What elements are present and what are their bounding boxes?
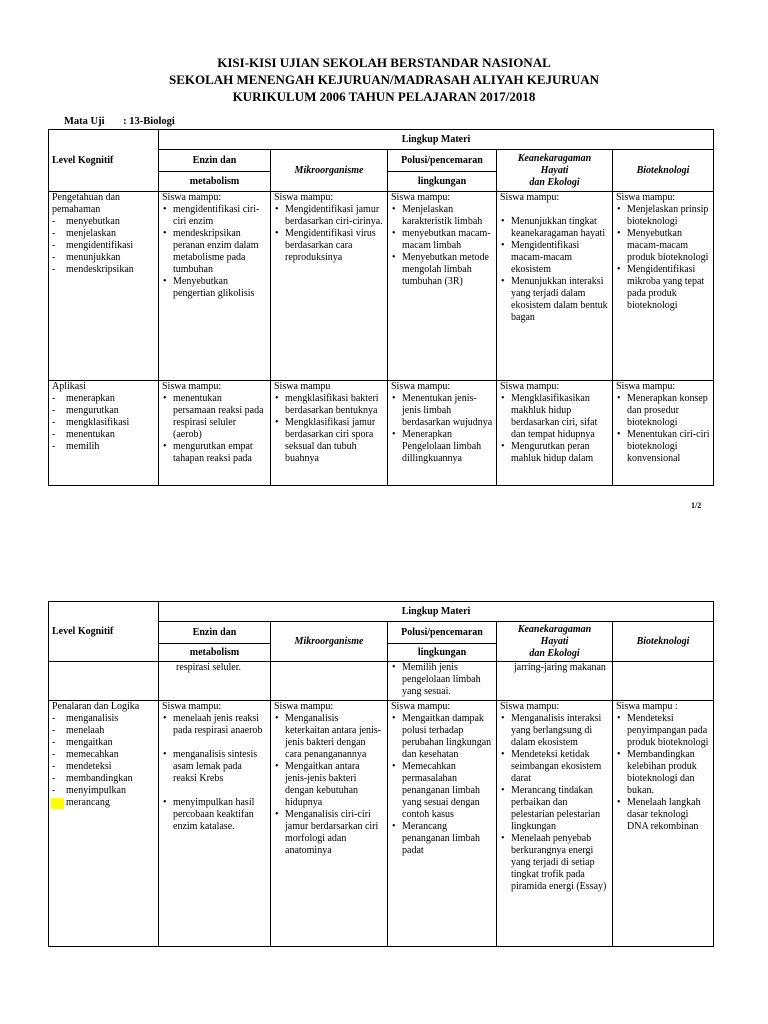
polusi-header-2: lingkungan <box>388 644 497 662</box>
polusi-cell: Siswa mampu: • Menjelaskan karakteristik limbah • menyebutkan macam-macam limbah • Menyebutkan metode mengolah limbah tumbuhan (3R) <box>388 192 497 381</box>
biotek-cell: Siswa mampu: • Menjelaskan prinsip bioteknologi • Menyebutkan macam-macam produk bioteknologi • Mengidentifikasi mikroba yang tepat pada produk bioteknologi <box>613 192 714 381</box>
mikro-cell: Siswa mampu: • Menganalisis keterkaitan antara jenis-jenis bakteri dengan cara penanganannya • Mengaitkan antara jenis-jenis bakteri dengan kebutuhan hidupnya • Menganalisis ciri-ciri jamur berdarsarkan ciri morfologi adan anatominya <box>271 701 388 947</box>
enzim-cell: Siswa mampu: • menelaah jenis reaksi pada respirasi anaerob • menganalisis sintesis asam lemak pada reaksi Krebs • menyimpulkan hasil percobaan keaktifan enzim katalase. <box>159 701 271 947</box>
list-item: • Menelaah penyebab berkurangnya energi yang terjadi di setiap tingkat trofik pada piramida energi (Essay) <box>500 833 609 893</box>
list-item: • Menjelaskan prinsip bioteknologi <box>616 204 710 228</box>
level-kognitif-header: Level Kognitif <box>49 130 159 192</box>
list-item: • Mengidentifikasi mikroba yang tepat pada produk bioteknologi <box>616 264 710 312</box>
biotek-cell: Siswa mampu: • Menerapkan konsep dan prosedur bioteknologi • Menentukan ciri-ciri bioteknologi konvensional <box>613 381 714 486</box>
mikro-header: Mikroorganisme <box>271 150 388 192</box>
list-item: • Mengklasifikasikan makhluk hidup berdasarkan ciri, sifat dan tempat hidupnya <box>500 393 609 441</box>
doc-title-line-2: SEKOLAH MENENGAH KEJURUAN/MADRASAH ALIYAH KEJURUAN <box>168 72 599 87</box>
polusi-cont-cell <box>388 662 497 701</box>
keane-cell: Siswa mampu: • Mengklasifikasikan makhluk hidup berdasarkan ciri, sifat dan tempat hidupnya • Mengurutkan peran mahluk hidup dalam <box>497 381 613 486</box>
list-item: - menyebutkan <box>52 216 155 228</box>
enzim-cont-cell: respirasi seluler. <box>159 662 271 701</box>
list-item: • Menentukan jenis-jenis limbah berdasarkan wujudnya <box>391 393 493 429</box>
list-item: - mendeskripsikan <box>52 264 155 276</box>
list-item: • menyebutkan macam-macam limbah <box>391 228 493 252</box>
polusi-cell: Siswa mampu: • Mengaitkan dampak polusi terhadap perubahan lingkungan dan kesehatan • Memecahkan permasalahan penanganan limbah yang sesuai dengan contoh kasus • Merancang penanganan limbah padat <box>388 701 497 947</box>
list-item: • Menjelaskan karakteristik limbah <box>391 204 493 228</box>
list-item: • Menunjukkan tingkat keanekaragaman hayati <box>500 216 609 240</box>
list-item: • menyimpulkan hasil percobaan keaktifan enzim katalase. <box>162 797 267 833</box>
list-item: - mendeteksi <box>52 761 155 773</box>
lingkup-materi-header: Lingkup Materi <box>159 602 714 622</box>
list-item: - menyimpulkan <box>52 785 155 797</box>
list-item: • Merancang penanganan limbah padat <box>391 821 493 857</box>
list-item: • Menganalisis keterkaitan antara jenis-jenis bakteri dengan cara penanganannya <box>274 713 384 761</box>
list-item: • Menganalisis ciri-ciri jamur berdarsarkan ciri morfologi adan anatominya <box>274 809 384 857</box>
mikro-header: Mikroorganisme <box>271 622 388 662</box>
kisi-table-page-1 <box>48 129 714 486</box>
list-item: - menerapkan <box>52 393 155 405</box>
list-item: • Menunjukkan interaksi yang terjadi dalam ekosistem dalam bentuk bagan <box>500 276 609 324</box>
list-item: • Menerapkan konsep dan prosedur bioteknologi <box>616 393 710 429</box>
keane-cont-cell: jarring-jaring makanan <box>497 662 613 701</box>
enzim-cell: Siswa mampu: • mengidentifikasi ciri-ciri enzim • mendeskripsikan peranan enzim dalam metabolisme pada tumbuhan • Menyebutkan pengertian glikolisis <box>159 192 271 381</box>
list-item: - mengaitkan <box>52 737 155 749</box>
list-item: - mengidentifikasi <box>52 240 155 252</box>
biotek-header: Bioteknologi <box>613 622 714 662</box>
list-item: - menganalisis <box>52 713 155 725</box>
list-item: • Mengaitkan dampak polusi terhadap perubahan lingkungan dan kesehatan <box>391 713 493 761</box>
list-item: • Merancang tindakan perbaikan dan pelestarian pelestarian lingkungan <box>500 785 609 833</box>
list-item: • Menganalisis interaksi yang berlangsung di dalam ekosistem <box>500 713 609 749</box>
list-item: • Menyebutkan pengertian glikolisis <box>162 276 267 300</box>
list-item: • mengklasifikasi bakteri berdasarkan bentuknya <box>274 393 384 417</box>
list-item: • Mengidentifikasi macam-macam ekosistem <box>500 240 609 276</box>
level-cell: Penalaran dan Logika - menganalisis - menelaah - mengaitkan - memecahkan - mendeteksi - membandingkan - menyimpulkan - merancang <box>49 701 159 947</box>
list-item: • Mengklasifikasi jamur berdasarkan ciri spora seksual dan tubuh buahnya <box>274 417 384 465</box>
polusi-header-1: Polusi/pencemaran <box>388 622 497 644</box>
list-item: - menelaah <box>52 725 155 737</box>
list-item: - menunjukkan <box>52 252 155 264</box>
list-item: • mendeskripsikan peranan enzim dalam metabolisme pada tumbuhan <box>162 228 267 276</box>
list-item: • menentukan persamaan reaksi pada respirasi seluler (aerob) <box>162 393 267 441</box>
list-item: • Memecahkan permasalahan penanganan limbah yang sesuai dengan contoh kasus <box>391 761 493 821</box>
enzim-header-1: Enzin dan <box>159 150 271 172</box>
list-item-highlighted: - merancang <box>52 797 155 809</box>
list-item: • Menyebutkan macam-macam produk bioteknologi <box>616 228 710 264</box>
polusi-header-1: Polusi/pencemaran <box>388 150 497 172</box>
list-item: - menentukan <box>52 429 155 441</box>
list-item: • menelaah jenis reaksi pada respirasi anaerob <box>162 713 267 737</box>
mikro-cell: Siswa mampu • mengklasifikasi bakteri berdasarkan bentuknya • Mengklasifikasi jamur berdasarkan ciri spora seksual dan tubuh buahnya <box>271 381 388 486</box>
list-item: • Mengurutkan peran mahluk hidup dalam <box>500 441 609 465</box>
kisi-table-page-2 <box>48 601 714 947</box>
level-kognitif-header: Level Kognitif <box>49 602 159 662</box>
mata-uji <box>64 116 191 127</box>
list-item: • Menelaah langkah dasar teknologi DNA rekombinan <box>616 797 710 833</box>
keane-cell: Siswa mampu: • Menunjukkan tingkat keanekaragaman hayati • Mengidentifikasi macam-macam ekosistem • Menunjukkan interaksi yang terjadi dalam ekosistem dalam bentuk bagan <box>497 192 613 381</box>
list-item: • Menerapkan Pengelolaan limbah dillingkuannya <box>391 429 493 465</box>
list-item: - membandingkan <box>52 773 155 785</box>
table-row <box>49 381 714 486</box>
mata-uji-value: : 13-Biologi <box>123 116 175 127</box>
list-item: • menganalisis sintesis asam lemak pada reaksi Krebs <box>162 749 267 785</box>
table-row <box>49 701 714 947</box>
level-cell: Pengetahuan dan pemahaman - menyebutkan - menjelaskan - mengidentifikasi - menunjukkan - mendeskripsikan <box>49 192 159 381</box>
table-row <box>49 192 714 381</box>
enzim-header-2: metabolism <box>159 644 271 662</box>
mata-uji-label: Mata Uji <box>64 116 105 127</box>
keane-cell: Siswa mampu: • Menganalisis interaksi yang berlangsung di dalam ekosistem • Mendeteksi ketidak seimbangan ekosistem darat • Merancang tindakan perbaikan dan pelestarian pelestarian lingkungan • Menelaah penyebab berkurangnya energi yang terjadi di setiap tingkat trofik pada piramida energi (Essay) <box>497 701 613 947</box>
biotek-header: Bioteknologi <box>613 150 714 192</box>
list-item: - mengurutkan <box>52 405 155 417</box>
list-item: - memilih <box>52 441 155 453</box>
list-item: • Mengaitkan antara jenis-jenis bakteri dengan kebutuhan hidupnya <box>274 761 384 809</box>
table-row <box>49 662 714 701</box>
doc-title-line-3: KURIKULUM 2006 TAHUN PELAJARAN 2017/2018 <box>232 89 536 104</box>
keane-header: Keanekaragaman Hayati dan Ekologi <box>497 622 613 662</box>
keane-header: Keanekaragaman Hayati dan Ekologi <box>497 150 613 192</box>
list-item: • Mengidentifikasi jamur berdasarkan ciri-cirinya. <box>274 204 384 228</box>
biotek-cell: Siswa mampu : • Mendeteksi penyimpangan pada produk bioteknologi • Membandingkan kelebihan produk bioteknologi dan bukan. • Menelaah langkah dasar teknologi DNA rekombinan <box>613 701 714 947</box>
list-item: • mengurutkan empat tahapan reaksi pada <box>162 441 267 465</box>
polusi-cell: Siswa mampu: • Menentukan jenis-jenis limbah berdasarkan wujudnya • Menerapkan Pengelolaan limbah dillingkuannya <box>388 381 497 486</box>
enzim-header-2: metabolism <box>159 172 271 192</box>
enzim-header-1: Enzin dan <box>159 622 271 644</box>
list-item: • Membandingkan kelebihan produk bioteknologi dan bukan. <box>616 749 710 797</box>
level-cell: Aplikasi - menerapkan - mengurutkan - mengklasifikasi - menentukan - memilih <box>49 381 159 486</box>
list-item: • Menyebutkan metode mengolah limbah tumbuhan (3R) <box>391 252 493 288</box>
page-number: 1/2 <box>691 501 702 510</box>
list-item: - menjelaskan <box>52 228 155 240</box>
list-item: - mengklasifikasi <box>52 417 155 429</box>
list-item: • Mendeteksi ketidak seimbangan ekosistem darat <box>500 749 609 785</box>
lingkup-materi-header: Lingkup Materi <box>159 130 714 150</box>
list-item: • Menentukan ciri-ciri bioteknologi konvensional <box>616 429 710 465</box>
doc-title-line-1: KISI-KISI UJIAN SEKOLAH BERSTANDAR NASIONAL <box>217 55 551 70</box>
polusi-header-2: lingkungan <box>388 172 497 192</box>
mikro-cell: Siswa mampu: • Mengidentifikasi jamur berdasarkan ciri-cirinya. • Mengidentifikasi virus berdasarkan cara reproduksinya <box>271 192 388 381</box>
list-item: • Mengidentifikasi virus berdasarkan cara reproduksinya <box>274 228 384 264</box>
enzim-cell: Siswa mampu: • menentukan persamaan reaksi pada respirasi seluler (aerob) • mengurutkan empat tahapan reaksi pada <box>159 381 271 486</box>
list-item: • Memilih jenis pengelolaan limbah yang sesuai. <box>391 662 493 698</box>
list-item: • Mendeteksi penyimpangan pada produk bioteknologi <box>616 713 710 749</box>
list-item: - memecahkan <box>52 749 155 761</box>
list-item: • mengidentifikasi ciri-ciri enzim <box>162 204 267 228</box>
